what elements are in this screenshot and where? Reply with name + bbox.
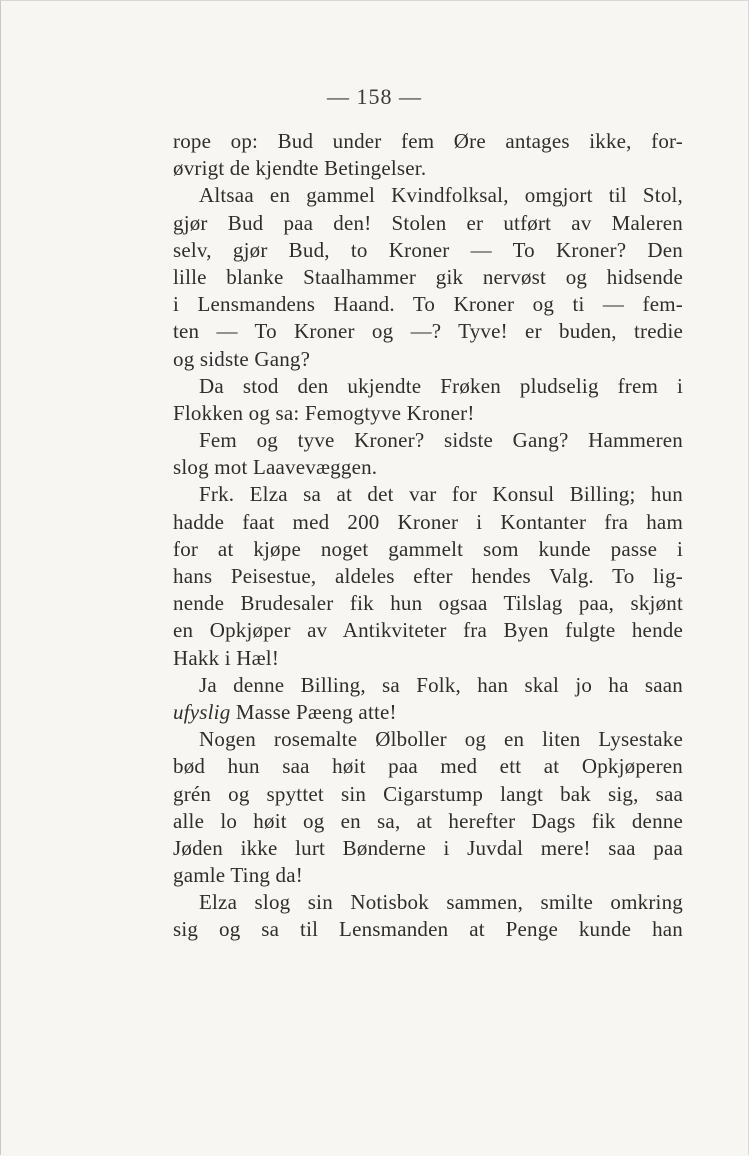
- text-line: lille blanke Staalhammer gik nervøst og hidsende: [173, 264, 683, 289]
- text-line: for at kjøpe noget gammelt som kunde passe i: [173, 536, 683, 561]
- text-line: selv, gjør Bud, to Kroner — To Kroner? Den: [173, 237, 683, 262]
- text-line: Nogen rosemalte Ølboller og en liten Lysestake: [199, 727, 683, 752]
- text-line: og sidste Gang?: [173, 346, 311, 371]
- text-line: i Lensmandens Haand. To Kroner og ti — fem-: [173, 292, 683, 317]
- page-number: — 158 —: [327, 84, 422, 109]
- text-line: sig og sa til Lensmanden at Penge kunde han: [173, 917, 683, 942]
- text-line: Hakk i Hæl!: [173, 645, 280, 670]
- text-line: gjør Bud paa den! Stolen er utført av Maleren: [173, 210, 683, 235]
- text-line: Flokken og sa: Femogtyve Kroner!: [173, 400, 475, 425]
- italic-word: ufyslig: [173, 699, 231, 724]
- text-line: Elza slog sin Notisbok sammen, smilte omkring: [199, 890, 683, 915]
- text-line: grén og spyttet sin Cigarstump langt bak sig, saa: [173, 781, 683, 806]
- text-line: Da stod den ukjendte Frøken pludselig frem i: [199, 373, 683, 398]
- text-line: Jøden ikke lurt Bønderne i Juvdal mere! saa paa: [173, 835, 683, 860]
- text-line: hadde faat med 200 Kroner i Kontanter fra ham: [173, 509, 683, 534]
- text-line: bød hun saa høit paa med ett at Opkjøperen: [173, 754, 683, 779]
- text-line: gamle Ting da!: [173, 863, 303, 888]
- text-line: slog mot Laavevæggen.: [173, 455, 378, 480]
- text-line: ten — To Kroner og —? Tyve! er buden, tredie: [173, 319, 683, 344]
- text-line: hans Peisestue, aldeles efter hendes Valg. To lig-: [173, 564, 683, 588]
- text-line: Ja denne Billing, sa Folk, han skal jo ha saan: [199, 672, 683, 697]
- text-line: Altsaa en gammel Kvindfolksal, omgjort til Stol,: [199, 183, 683, 208]
- text-line: øvrigt de kjendte Betingelser.: [173, 156, 427, 181]
- text-line: Frk. Elza sa at det var for Konsul Billing; hun: [199, 482, 683, 507]
- text-line: [173, 699, 683, 726]
- text-line: en Opkjøper av Antikviteter fra Byen fulgte hende: [173, 618, 683, 643]
- text-line: alle lo høit og en sa, at herefter Dags fik denne: [173, 808, 683, 833]
- text-line-rest: Masse Pæeng atte!: [230, 699, 397, 724]
- body-text: [173, 128, 683, 944]
- text-line: rope op: Bud under fem Øre antages ikke, for-: [173, 129, 683, 153]
- text-line: Fem og tyve Kroner? sidste Gang? Hammeren: [199, 428, 683, 453]
- text-line: nende Brudesaler fik hun ogsaa Tilslag paa, skjønt: [173, 591, 683, 616]
